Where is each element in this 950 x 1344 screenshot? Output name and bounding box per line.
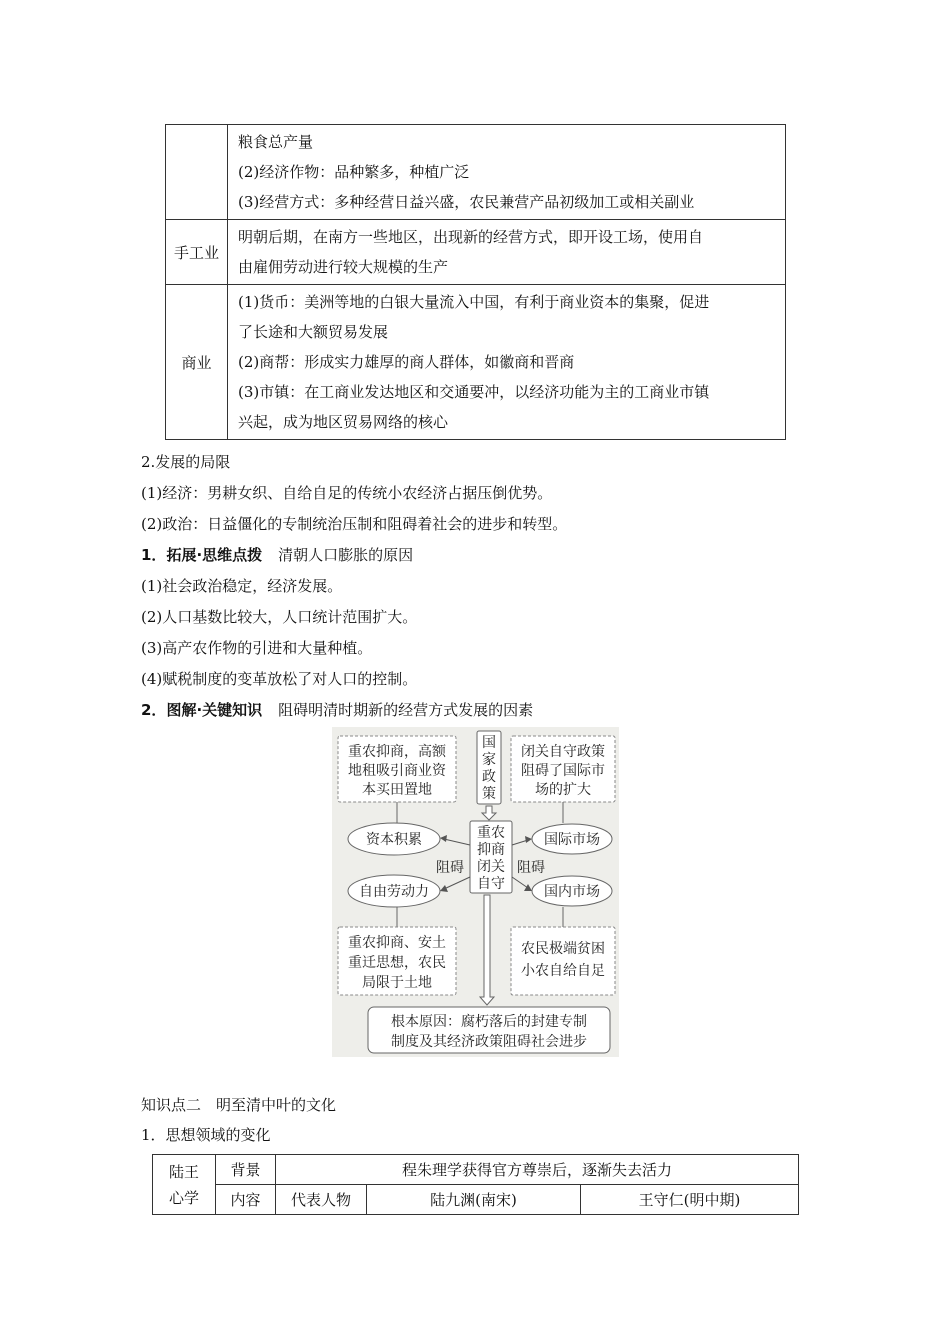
agriculture-label-cell [166, 125, 228, 220]
top-left-line: 本买田置地 [362, 782, 432, 798]
hindrance-diagram [332, 727, 619, 1057]
top-left-line: 地租吸引商业资 [348, 763, 446, 779]
knowledge-title: 知识点二 明至清中叶的文化 [141, 1096, 337, 1114]
labor-label: 自由劳动力 [359, 884, 429, 900]
agriculture-content-cell [228, 125, 786, 220]
person-cell: 王守仁(明中期) [581, 1185, 799, 1215]
expand-item: (3)高产农作物的引进和大量种植。 [141, 639, 373, 657]
diagram-num: 2． [141, 701, 167, 719]
top-left-line: 重农抑商，高额 [348, 744, 446, 760]
commerce-line: (2)商帮：形成实力雄厚的商人群体，如徽商和晋商 [238, 353, 575, 371]
representative-label: 代表人物 [276, 1185, 367, 1215]
bottom-left-line: 重迁思想，农民 [348, 955, 446, 971]
handicraft-line: 由雇佣劳动进行较大规模的生产 [238, 258, 449, 276]
state-policy-char: 策 [482, 786, 496, 802]
diagram-title: 阻碍明清时期新的经营方式发展的因素 [278, 701, 534, 719]
agri-line: (2)经济作物：品种繁多，种植广泛 [238, 163, 470, 181]
bottom-left-line: 重农抑商、安土 [348, 935, 446, 951]
center-line: 重农 [477, 825, 505, 841]
agri-line: 粮食总产量 [238, 133, 314, 151]
top-right-line: 阻碍了国际市 [521, 763, 605, 779]
intl-market-label: 国际市场 [544, 832, 600, 848]
expand-item: (2)人口基数比较大，人口统计范围扩大。 [141, 608, 418, 626]
hinder-right-label: 阻碍 [517, 860, 545, 876]
state-policy-char: 家 [482, 752, 496, 768]
background-label: 背景 [216, 1155, 276, 1185]
expand-item: (4)赋税制度的变革放松了对人口的控制。 [141, 670, 418, 688]
diagram-heading [141, 699, 533, 721]
capital-label: 资本积累 [366, 832, 422, 848]
commerce-line: 兴起，成为地区贸易网络的核心 [238, 413, 449, 431]
expand-item: (1)社会政治稳定，经济发展。 [141, 577, 343, 595]
bottom-left-line: 局限于土地 [362, 975, 432, 991]
handicraft-line: 明朝后期，在南方一些地区，出现新的经营方式，即开设工场，使用自 [238, 228, 704, 246]
school-cell [153, 1155, 216, 1215]
bottom-right-line: 小农自给自足 [521, 963, 605, 979]
hinder-left-label: 阻碍 [436, 860, 464, 876]
expand-heading [141, 544, 413, 566]
bottom-right-box [511, 927, 615, 995]
expand-label: 拓展·思维点拨 [166, 546, 263, 564]
handicraft-label: 手工业 [166, 220, 228, 285]
commerce-content-cell [228, 285, 786, 440]
root-line: 制度及其经济政策阻碍社会进步 [391, 1034, 587, 1050]
top-right-line: 场的扩大 [535, 782, 591, 798]
commerce-label: 商业 [166, 285, 228, 440]
state-policy-char: 政 [482, 769, 496, 785]
dom-market-label: 国内市场 [544, 884, 600, 900]
diagram-label: 图解·关键知识 [166, 701, 263, 719]
commerce-line: (3)市镇：在工商业发达地区和交通要冲，以经济功能为主的工商业市镇 [238, 383, 710, 401]
top-right-line: 闭关自守政策 [521, 744, 605, 760]
knowledge-sub: 1．思想领域的变化 [141, 1126, 271, 1144]
ideology-table [152, 1154, 799, 1215]
state-policy-char: 国 [482, 735, 496, 751]
center-line: 自守 [477, 876, 505, 892]
handicraft-content-cell [228, 220, 786, 285]
center-line: 闭关 [477, 859, 505, 875]
agri-line: (3)经营方式：多种经营日益兴盛，农民兼营产品初级加工或相关副业 [238, 193, 695, 211]
school-line: 陆王 [168, 1162, 199, 1181]
commerce-line: 了长途和大额贸易发展 [238, 323, 389, 341]
root-line: 根本原因：腐朽落后的封建专制 [391, 1014, 587, 1030]
school-line: 心学 [168, 1188, 199, 1207]
limits-item: (1)经济：男耕女织、自给自足的传统小农经济占据压倒优势。 [141, 484, 553, 502]
person-cell: 陆九渊(南宋) [367, 1185, 581, 1215]
bottom-right-line: 农民极端贫困 [521, 941, 605, 957]
expand-title: 清朝人口膨胀的原因 [278, 546, 414, 564]
background-text: 程朱理学获得官方尊崇后，逐渐失去活力 [276, 1155, 799, 1185]
commerce-line: (1)货币：美洲等地的白银大量流入中国，有利于商业资本的集聚，促进 [238, 293, 710, 311]
center-line: 抑商 [477, 842, 505, 858]
expand-num: 1． [141, 546, 167, 564]
limits-item: (2)政治：日益僵化的专制统治压制和阻碍着社会的进步和转型。 [141, 515, 568, 533]
economy-table [165, 124, 786, 440]
content-label: 内容 [216, 1185, 276, 1215]
limits-heading: 2.发展的局限 [141, 453, 231, 471]
